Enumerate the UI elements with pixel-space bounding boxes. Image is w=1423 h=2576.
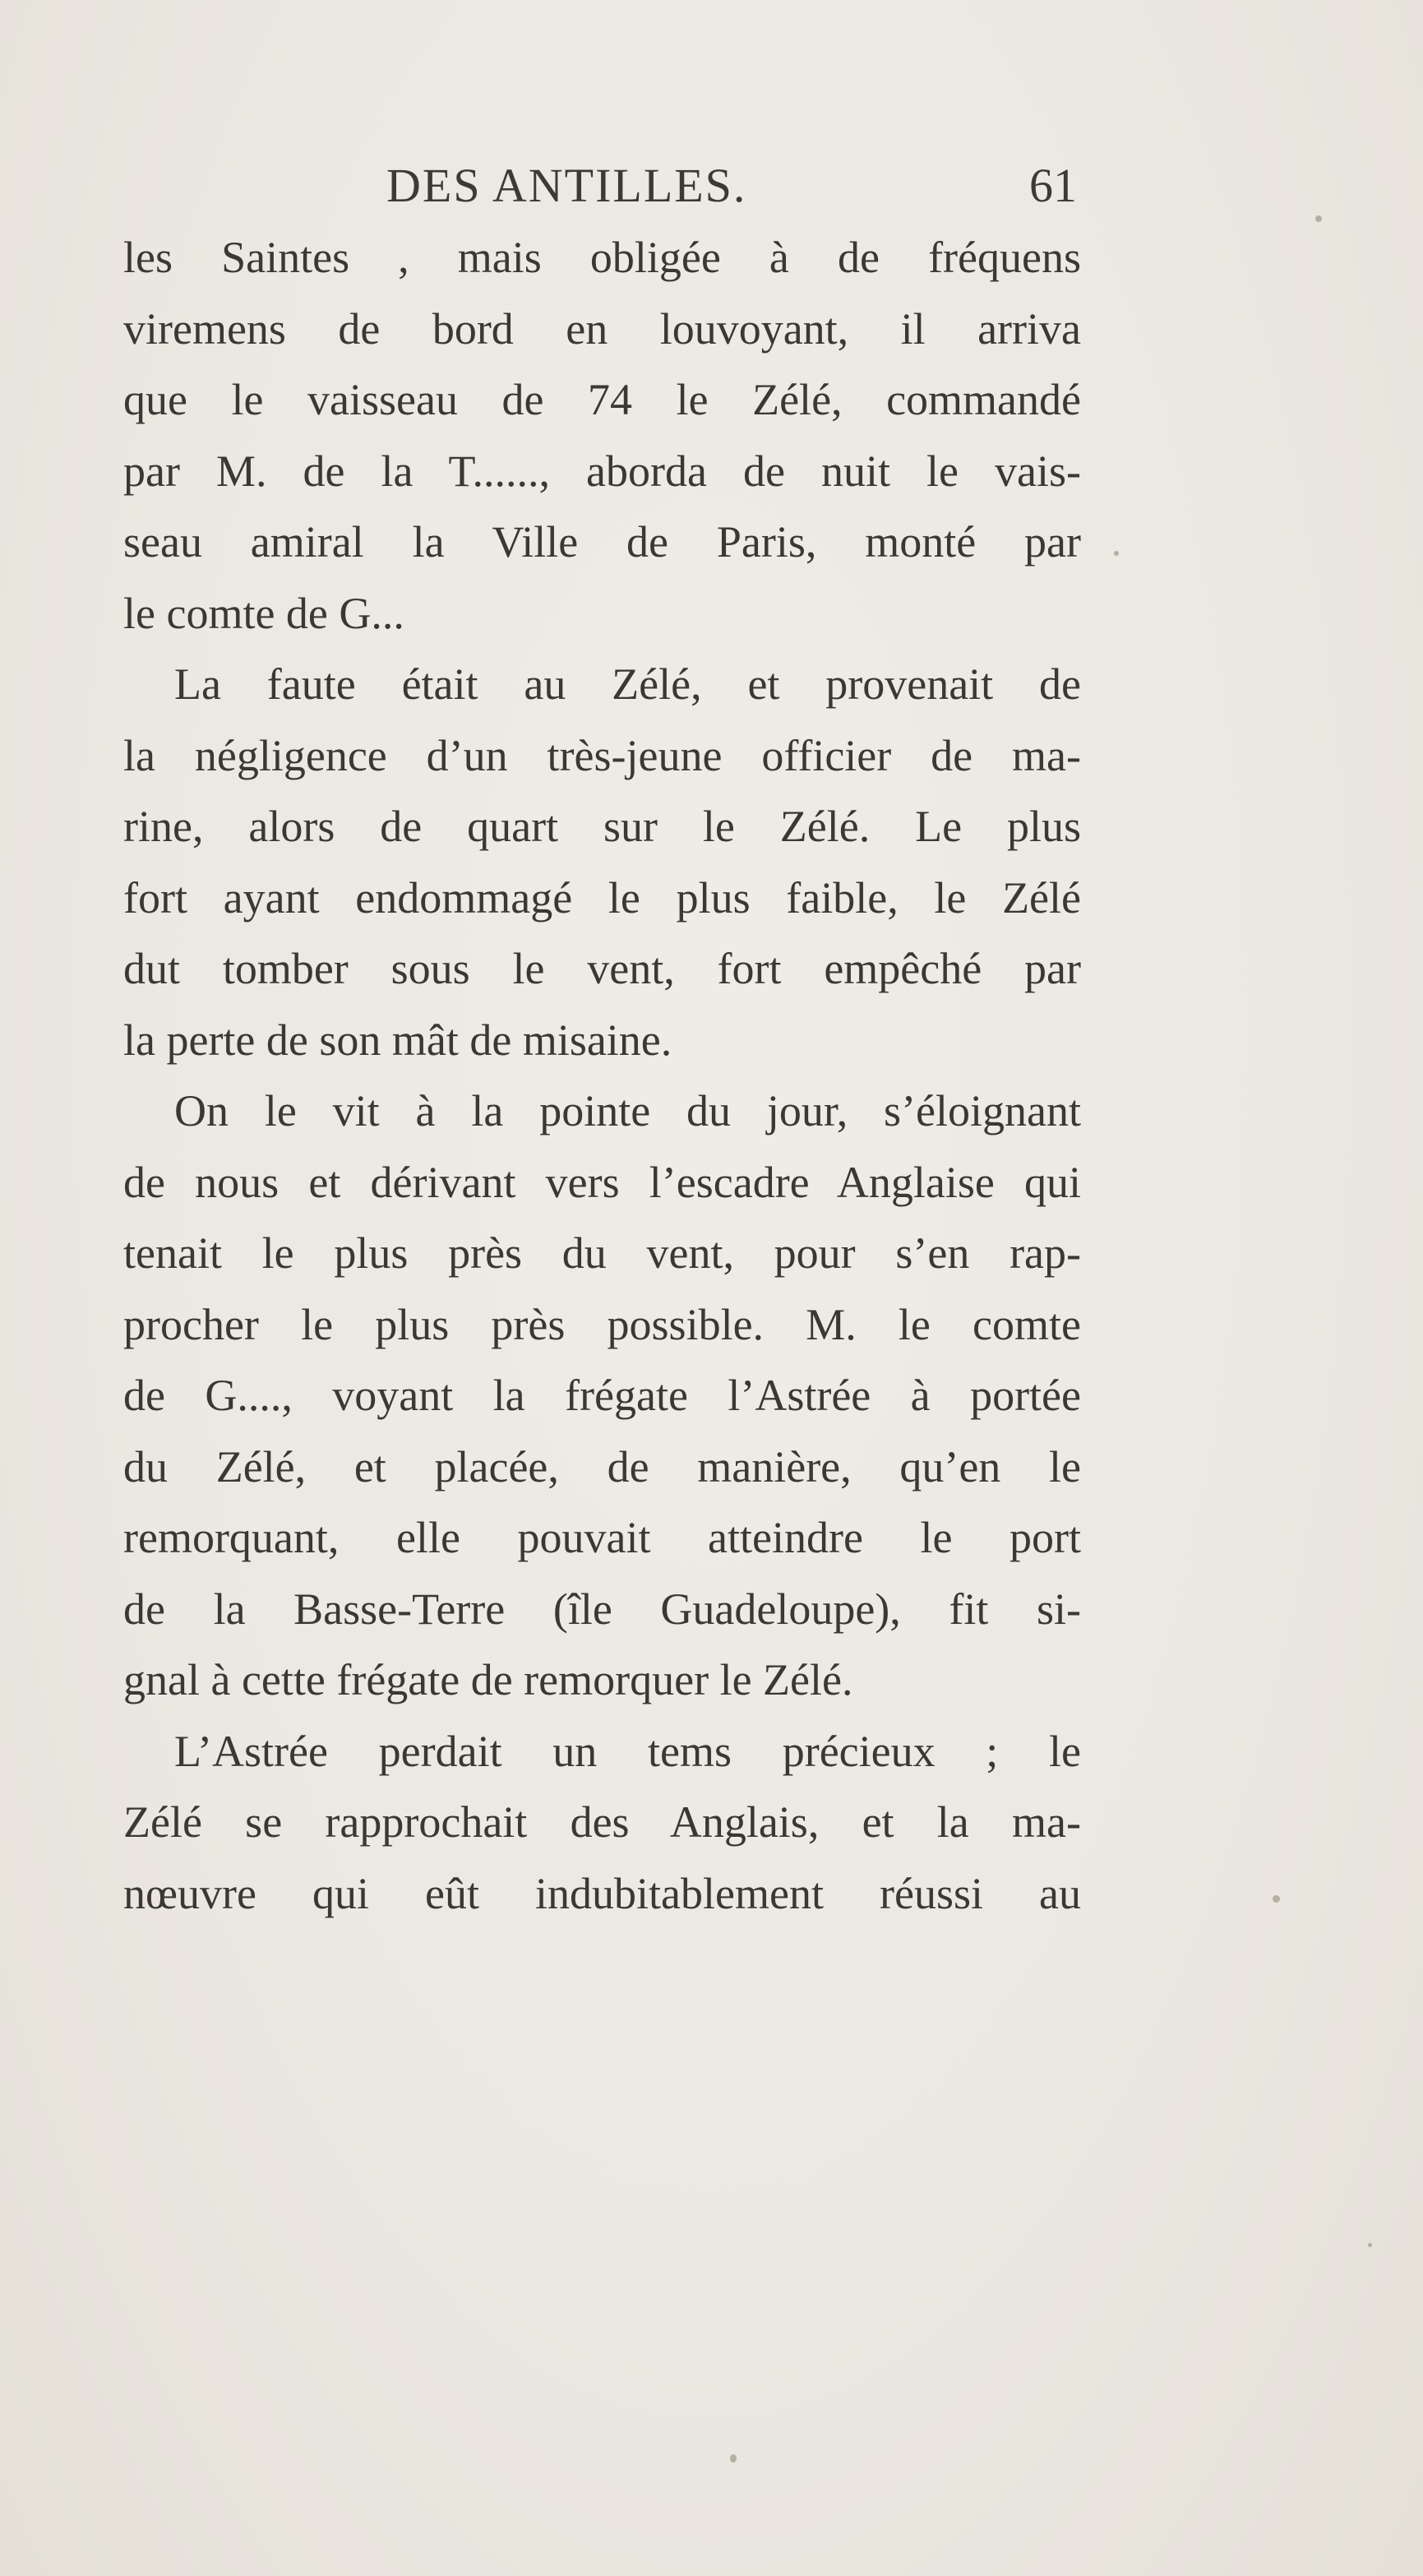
text-line: procher le plus près possible. M. le comte <box>123 1299 1081 1349</box>
text-line: seau amiral la Ville de Paris, monté par <box>123 517 1081 567</box>
running-title: DES ANTILLES. <box>386 159 747 212</box>
text-line: Zélé se rapprochait des Anglais, et la ma- <box>123 1797 1081 1847</box>
text-line: gnal à cette frégate de remorquer le Zélé. <box>123 1655 853 1704</box>
text-line: La faute était au Zélé, et provenait de <box>174 659 1081 709</box>
paper-speck <box>1315 215 1322 222</box>
text-line: la négligence d’un très-jeune officier de ma- <box>123 730 1081 780</box>
text-line: remorquant, elle pouvait atteindre le port <box>123 1513 1081 1562</box>
paper-speck <box>1368 2243 1372 2247</box>
text-line: les Saintes , mais obligée à de fréquens <box>123 233 1081 282</box>
text-line: de la Basse-Terre (île Guadeloupe), fit si- <box>123 1584 1081 1634</box>
text-line: L’Astrée perdait un tems précieux ; le <box>174 1726 1081 1776</box>
text-line: de nous et dérivant vers l’escadre Anglaise qui <box>123 1157 1081 1207</box>
text-line: tenait le plus près du vent, pour s’en rap- <box>123 1228 1081 1278</box>
text-line: viremens de bord en louvoyant, il arriva <box>123 303 1081 354</box>
paper-speck <box>730 2454 737 2463</box>
text-line: de G...., voyant la frégate l’Astrée à portée <box>123 1371 1081 1420</box>
text-line: rine, alors de quart sur le Zélé. Le plus <box>123 802 1081 851</box>
text-line: par M. de la T......, aborda de nuit le vais- <box>123 446 1081 496</box>
paper-speck <box>1273 1895 1280 1903</box>
text-line: On le vit à la pointe du jour, s’éloignant <box>174 1086 1081 1135</box>
running-head <box>123 158 1077 224</box>
paper-speck <box>1114 551 1119 556</box>
text-line: la perte de son mât de misaine. <box>123 1015 672 1065</box>
text-line: dut tomber sous le vent, fort empêché par <box>123 944 1081 993</box>
body-text <box>123 222 1081 1929</box>
text-line: nœuvre qui eût indubitablement réussi au <box>123 1868 1081 1918</box>
text-line: le comte de G... <box>123 588 404 638</box>
text-line: fort ayant endommagé le plus faible, le Zélé <box>123 872 1081 923</box>
text-line: que le vaisseau de 74 le Zélé, commandé <box>123 375 1081 424</box>
text-line: du Zélé, et placée, de manière, qu’en le <box>123 1441 1081 1491</box>
page-number: 61 <box>1029 159 1077 212</box>
